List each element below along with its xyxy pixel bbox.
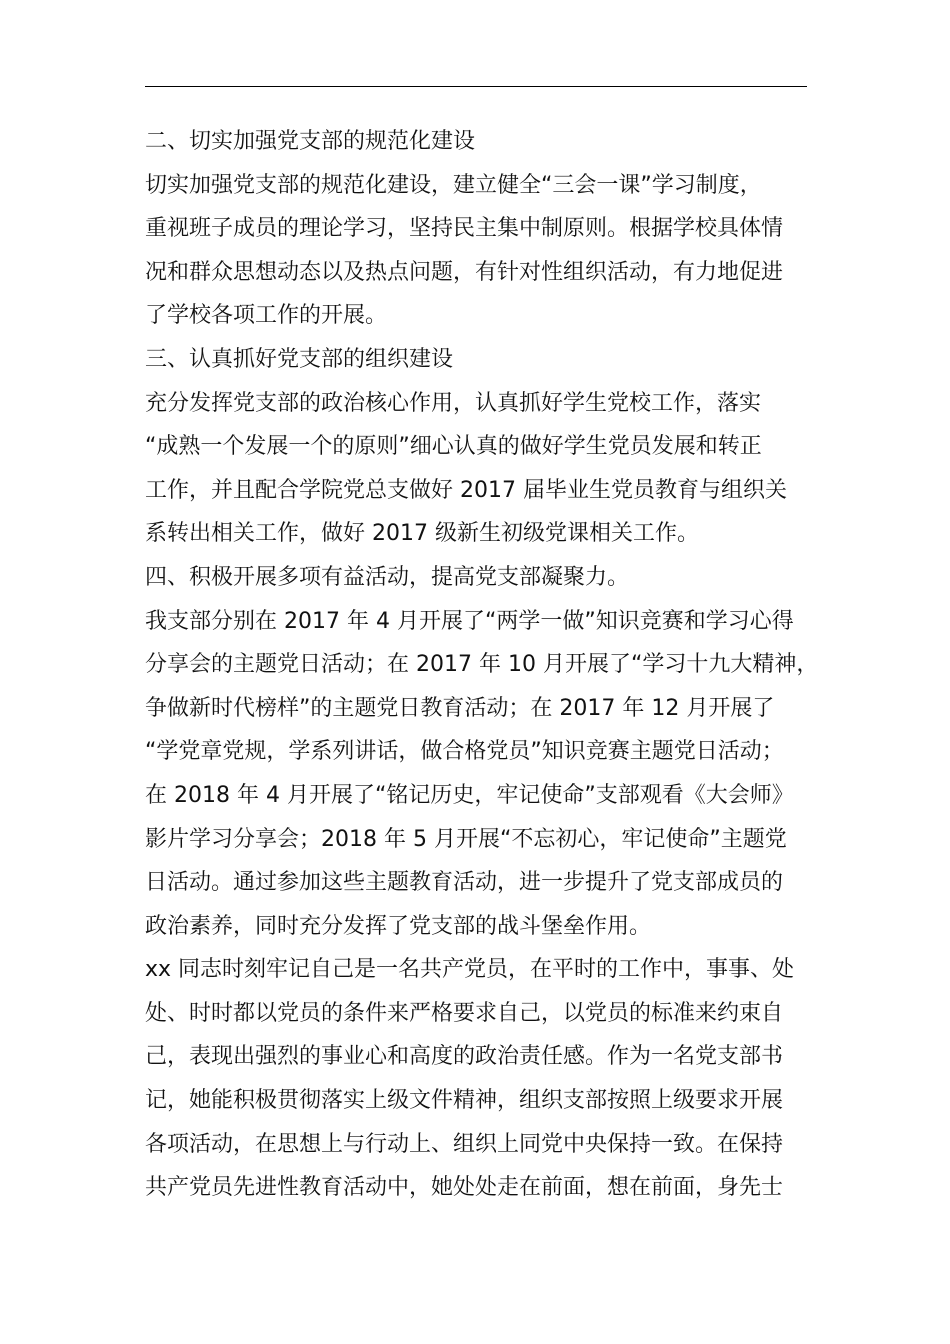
paragraph-line: xx 同志时刻牢记自己是一名共产党员，在平时的工作中，事事、处 xyxy=(145,957,795,983)
paragraph-line: “学党章党规，学系列讲话，做合格党员”知识竞赛主题党日活动； xyxy=(145,739,784,765)
paragraph-line: 充分发挥党支部的政治核心作用，认真抓好学生党校工作，落实 xyxy=(145,390,762,416)
paragraph-line: 争做新时代榜样”的主题党日教育活动；在 2017 年 12 月开展了 xyxy=(145,695,775,721)
paragraph-line: 况和群众思想动态以及热点问题，有针对性组织活动，有力地促进 xyxy=(145,259,784,285)
paragraph-line: 重视班子成员的理论学习，坚持民主集中制原则。根据学校具体情 xyxy=(145,216,784,242)
paragraph-line: 分享会的主题党日活动；在 2017 年 10 月开展了“学习十九大精神， xyxy=(145,652,819,678)
paragraph-line: “成熟一个发展一个的原则”细心认真的做好学生党员发展和转正 xyxy=(145,434,762,460)
header-rule xyxy=(145,86,807,87)
document-body xyxy=(145,120,819,1210)
section-heading-4: 四、积极开展多项有益活动，提高党支部凝聚力。 xyxy=(145,564,630,590)
paragraph-line: 系转出相关工作，做好 2017 级新生初级党课相关工作。 xyxy=(145,521,699,547)
section-heading-2: 二、切实加强党支部的规范化建设 xyxy=(145,129,476,154)
paragraph-line: 工作，并且配合学院党总支做好 2017 届毕业生党员教育与组织关 xyxy=(145,477,787,503)
paragraph-line: 记，她能积极贯彻落实上级文件精神，组织支部按照上级要求开展 xyxy=(145,1088,784,1114)
paragraph-line: 处、时时都以党员的条件来严格要求自己，以党员的标准来约束自 xyxy=(145,1000,784,1026)
paragraph-line: 日活动。通过参加这些主题教育活动，进一步提升了党支部成员的 xyxy=(145,870,784,896)
paragraph-line: 了学校各项工作的开展。 xyxy=(145,303,388,329)
paragraph-line: 各项活动，在思想上与行动上、组织上同党中央保持一致。在保持 xyxy=(145,1131,784,1157)
paragraph-line: 在 2018 年 4 月开展了“铭记历史，牢记使命”支部观看《大会师》 xyxy=(145,782,794,808)
paragraph-line: 共产党员先进性教育活动中，她处处走在前面，想在前面，身先士 xyxy=(145,1175,784,1201)
paragraph-line: 影片学习分享会；2018 年 5 月开展“不忘初心，牢记使命”主题党 xyxy=(145,826,787,852)
paragraph-line: 己，表现出强烈的事业心和高度的政治责任感。作为一名党支部书 xyxy=(145,1044,784,1070)
paragraph-line: 我支部分别在 2017 年 4 月开展了“两学一做”知识竞赛和学习心得 xyxy=(145,608,794,634)
paragraph-line: 政治素养，同时充分发挥了党支部的战斗堡垒作用。 xyxy=(145,913,652,939)
paragraph-line: 切实加强党支部的规范化建设，建立健全“三会一课”学习制度， xyxy=(145,172,762,198)
section-heading-3: 三、认真抓好党支部的组织建设 xyxy=(145,346,454,372)
